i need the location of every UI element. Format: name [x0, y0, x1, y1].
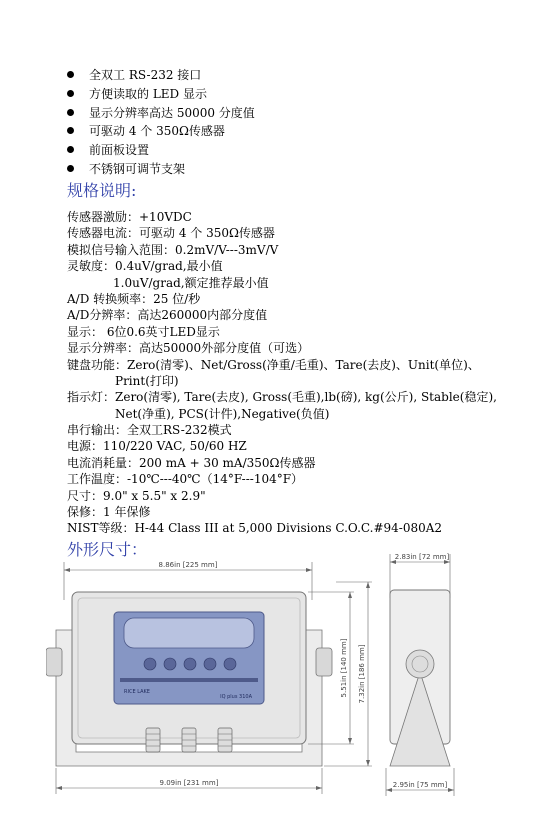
bullet-icon	[67, 109, 74, 116]
feature-item: 不锈钢可调节支架	[67, 160, 255, 179]
key-icon	[184, 658, 196, 670]
feature-item: 前面板设置	[67, 141, 255, 160]
feature-item: 显示分辨率高达 50000 分度值	[67, 104, 255, 123]
feature-item: 方便读取的 LED 显示	[67, 85, 255, 104]
key-icon	[224, 658, 236, 670]
spec-row: 显示分辨率：高达50000外部分度值（可选）	[67, 341, 310, 356]
spec-list	[67, 209, 507, 537]
spec-row: A/D 转换频率：25 位/秒	[67, 291, 201, 306]
key-icon	[144, 658, 156, 670]
feature-item: 可驱动 4 个 350Ω传感器	[67, 122, 255, 141]
spec-heading: 规格说明:	[67, 181, 137, 200]
inner-height-label: 5.51in [140 mm]	[340, 638, 348, 698]
dims-heading: 外形尺寸：	[67, 540, 148, 559]
indicator-front-view	[46, 592, 332, 766]
spec-row: 串行输出：全双工RS-232模式	[67, 423, 232, 438]
spec-row: 尺寸：9.0" x 5.5" x 2.9"	[67, 488, 206, 503]
spec-row: 电流消耗量：200 mA + 30 mA/350Ω传感器	[67, 455, 316, 470]
side-bottom-label: 2.95in [75 mm]	[392, 781, 448, 789]
bullet-icon	[67, 127, 74, 134]
spec-row: 电源：110/220 VAC, 50/60 HZ	[67, 439, 247, 454]
spec-row: 键盘功能：Zero(清零)、Net/Gross(净重/毛重)、Tare(去皮)、Unit(单位)、	[67, 357, 480, 372]
bullet-icon	[67, 146, 74, 153]
top-width-label: 8.86in [225 mm]	[158, 561, 218, 569]
spec-row: NIST等级：H-44 Class III at 5,000 Divisions C.O.C.#94-080A2	[67, 521, 443, 536]
cable-gland-icon	[146, 728, 160, 752]
spec-row: 保修：1 年保修	[67, 505, 151, 520]
side-top-label: 2.83in [72 mm]	[394, 553, 450, 561]
outer-height-label: 7.32in [186 mm]	[358, 644, 366, 704]
spec-row: Print(打印)	[115, 373, 179, 388]
key-icon	[204, 658, 216, 670]
led-display	[124, 618, 254, 648]
spec-row: A/D分辨率：高达260000内部分度值	[67, 308, 268, 323]
bullet-icon	[67, 90, 74, 97]
left-knob-icon	[46, 648, 62, 676]
spec-row: 传感器激励：+10VDC	[67, 210, 192, 224]
dimension-drawing	[46, 552, 516, 802]
cable-gland-icon	[182, 728, 196, 752]
bullet-icon	[67, 165, 74, 172]
bullet-icon	[67, 71, 74, 78]
spec-row: 模拟信号输入范围：0.2mV/V---3mV/V	[67, 242, 279, 257]
indicator-side-view	[386, 553, 454, 796]
bottom-width-label: 9.09in [231 mm]	[159, 779, 219, 787]
panel-stripe	[120, 678, 258, 682]
spec-row: Net(净重), PCS(计件),Negative(负值)	[115, 406, 330, 421]
cable-gland-icon	[218, 728, 232, 752]
bottom-width-dimension	[56, 768, 322, 794]
right-knob-icon	[316, 648, 332, 676]
spec-row: 显示： 6位0.6英寸LED显示	[67, 324, 220, 339]
feature-item: 全双工 RS-232 接口	[67, 66, 255, 85]
model-label: IQ plus 310A	[220, 694, 252, 700]
key-icon	[164, 658, 176, 670]
spec-row: 指示灯：Zero(清零), Tare(去皮), Gross(毛重),lb(磅), kg(公斤), Stable(稳定),	[67, 390, 497, 405]
brand-logo: RICE LAKE	[124, 689, 150, 695]
feature-list	[67, 66, 255, 179]
spec-row: 1.0uV/grad,额定推荐最小值	[113, 275, 269, 290]
spec-row: 灵敏度：0.4uV/grad,最小值	[67, 259, 223, 274]
side-knob-icon	[406, 650, 434, 678]
spec-row: 工作温度：-10℃---40℃（14°F---104°F）	[67, 472, 304, 487]
spec-row: 传感器电流：可驱动 4 个 350Ω传感器	[67, 226, 275, 241]
